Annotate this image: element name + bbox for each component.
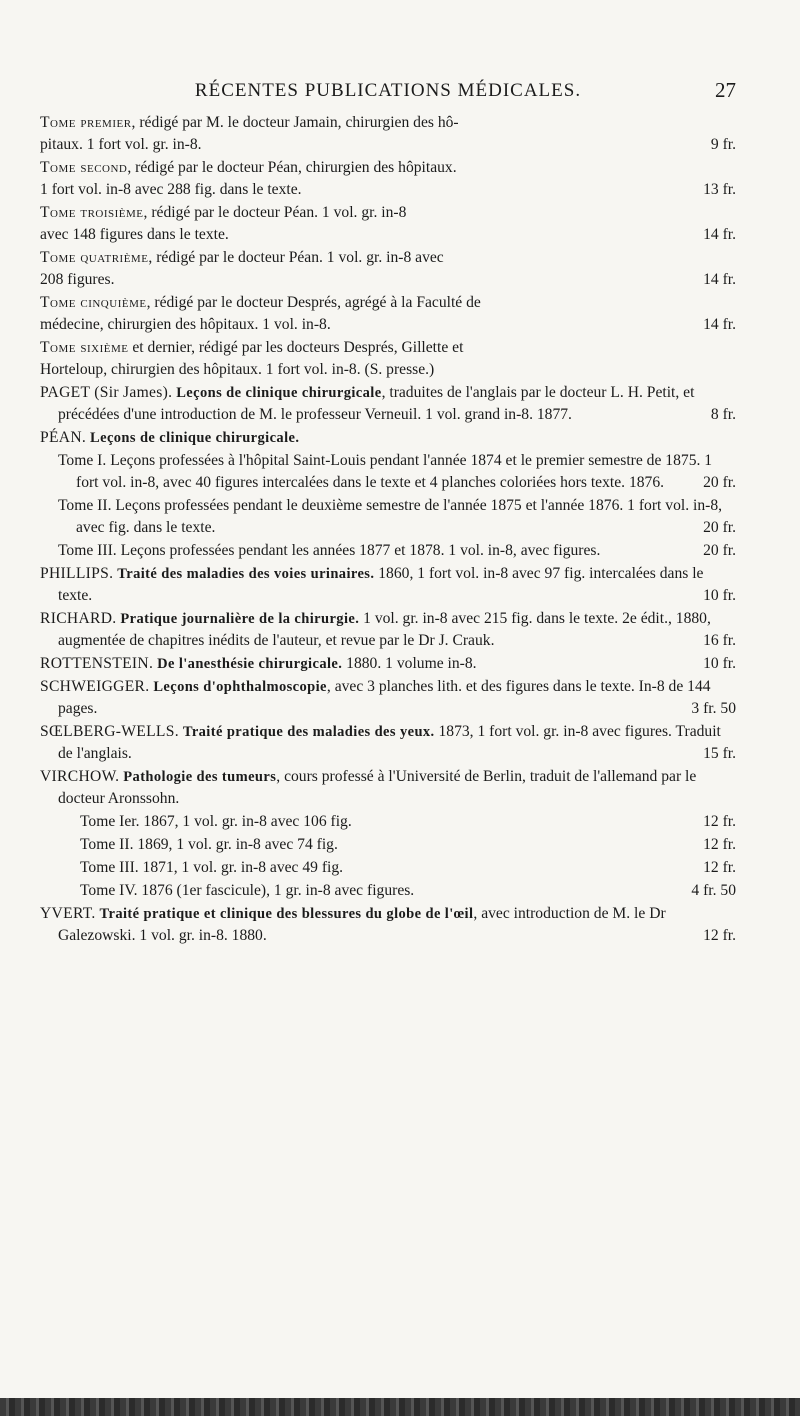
page-number: 27 <box>715 78 736 102</box>
entry-text: 1 fort vol. in-8 avec 288 fig. dans le texte. <box>40 181 302 198</box>
price: 20 fr. <box>703 542 736 559</box>
catalog-entry <box>40 202 736 246</box>
author-name: PHILLIPS. <box>40 565 114 582</box>
entry-text: 1 vol. gr. in-8 avec 215 fig. dans le texte. 2e édit., 1880, augmentée de chapitres inédits de l'auteur, et revue par le Dr J. Crauk. <box>58 610 711 649</box>
price: 12 fr. <box>703 813 736 830</box>
catalog-entry <box>40 157 736 201</box>
author-name: VIRCHOW. <box>40 768 120 785</box>
tome-label: Tome sixième <box>40 339 129 356</box>
catalog-entry <box>40 112 736 156</box>
tome-label: Tome I. <box>58 452 107 469</box>
author-name: YVERT. <box>40 905 96 922</box>
tome-label: Tome cinquième <box>40 294 147 311</box>
virchow-tome <box>40 811 736 833</box>
entry-text: Tome IV. 1876 (1er fascicule), 1 gr. in-8 avec figures. <box>80 882 415 899</box>
price: 20 fr. <box>703 519 736 536</box>
author-name: PÉAN. <box>40 429 87 446</box>
pean-tome <box>40 450 736 494</box>
book-title: Leçons de clinique chirurgicale <box>176 385 382 401</box>
tome-label: Tome second <box>40 159 128 176</box>
page-edge-border <box>0 1398 800 1416</box>
price: 4 fr. 50 <box>691 882 736 899</box>
book-title: Pathologie des tumeurs <box>123 769 277 785</box>
entry-text: 1860, 1 fort vol. in-8 avec 97 fig. intercalées dans le texte. <box>58 565 704 604</box>
entry-text: Leçons professées à l'hôpital Saint-Louis pendant l'année 1874 et le premier semestre de 1875. 1 fort vol. in-8, avec 40 figures intercalées dans le texte et 4 planches coloriées hors texte. 1876. <box>76 452 713 491</box>
tome-label: Tome II. <box>58 497 112 514</box>
book-title: Traité pratique des maladies des yeux. <box>182 724 435 740</box>
virchow-tome <box>40 857 736 879</box>
price: 8 fr. <box>710 406 736 423</box>
entry-text: 208 figures. <box>40 271 115 288</box>
catalog-entry-pean <box>40 427 736 449</box>
price: 20 fr. <box>703 474 736 491</box>
entry-text: Leçons professées pendant le deuxième semestre de l'année 1875 et l'année 1876. 1 fort vol. in-8, avec fig. dans le texte. <box>76 497 723 536</box>
author-name: SCHWEIGGER. <box>40 678 150 695</box>
price: 14 fr. <box>703 316 736 333</box>
tome-label: Tome quatrième <box>40 249 149 266</box>
price: 9 fr. <box>710 136 736 153</box>
catalog-entry-virchow <box>40 766 736 810</box>
catalog-entry <box>40 292 736 336</box>
entry-text: , rédigé par le docteur Péan. 1 vol. gr. in-8 avec <box>148 249 444 266</box>
tome-label: Tome troisième <box>40 204 144 221</box>
catalog-entry-rottenstein <box>40 653 736 675</box>
price: 12 fr. <box>703 836 736 853</box>
price: 16 fr. <box>703 632 736 649</box>
entry-text: , avec 3 planches lith. et des figures dans le texte. In-8 de 144 pages. <box>58 678 711 717</box>
entry-text: , rédigé par le docteur Péan. 1 vol. gr. in-8 <box>143 204 407 221</box>
entry-text: Tome III. 1871, 1 vol. gr. in-8 avec 49 fig. <box>80 859 344 876</box>
pean-tome <box>40 495 736 539</box>
entry-text: Leçons professées pendant les années 1877 et 1878. 1 vol. in-8, avec figures. <box>120 542 601 559</box>
entry-text: , rédigé par le docteur Després, agrégé à la Faculté de <box>146 294 481 311</box>
catalog-list <box>40 112 736 948</box>
price: 10 fr. <box>703 655 736 672</box>
price: 15 fr. <box>703 745 736 762</box>
entry-text: et dernier, rédigé par les docteurs Després, Gillette et <box>128 339 464 356</box>
price: 12 fr. <box>703 927 736 944</box>
entry-text: pitaux. 1 fort vol. gr. in-8. <box>40 136 202 153</box>
catalog-entry-paget <box>40 382 736 426</box>
book-title: Traité des maladies des voies urinaires. <box>117 566 375 582</box>
entry-text: 1873, 1 fort vol. gr. in-8 avec figures. Traduit de l'anglais. <box>58 723 721 762</box>
tome-label: Tome premier <box>40 114 132 131</box>
catalog-entry-yvert <box>40 903 736 947</box>
book-title: Pratique journalière de la chirurgie. <box>120 611 360 627</box>
catalog-entry-richard <box>40 608 736 652</box>
catalog-entry-phillips <box>40 563 736 607</box>
author-name: SŒLBERG-WELLS. <box>40 723 179 740</box>
catalog-entry <box>40 337 736 381</box>
price: 14 fr. <box>703 226 736 243</box>
entry-text: , avec introduction de M. le Dr Galezowski. 1 vol. gr. in-8. 1880. <box>58 905 666 944</box>
book-title: De l'anesthésie chirurgicale. <box>157 656 343 672</box>
tome-label: Tome III. <box>58 542 117 559</box>
price: 14 fr. <box>703 271 736 288</box>
entry-text: , traduites de l'anglais par le docteur L. H. Petit, et précédées d'une introduction de M. le professeur Verneuil. 1 vol. grand in-8. 1877. <box>58 384 695 423</box>
virchow-tome <box>40 880 736 902</box>
book-title: Traité pratique et clinique des blessures du globe de l'œil <box>99 906 474 922</box>
price: 12 fr. <box>703 859 736 876</box>
entry-text: , cours professé à l'Université de Berlin, traduit de l'allemand par le docteur Aronssohn. <box>58 768 697 807</box>
entry-text: médecine, chirurgien des hôpitaux. 1 vol. in-8. <box>40 316 331 333</box>
author-name: PAGET (Sir James). <box>40 384 173 401</box>
entry-text: , rédigé par M. le docteur Jamain, chirurgien des hô- <box>131 114 459 131</box>
entry-text: Horteloup, chirurgien des hôpitaux. 1 fort vol. in-8. (S. presse.) <box>40 361 435 378</box>
entry-text: , rédigé par le docteur Péan, chirurgien des hôpitaux. <box>127 159 457 176</box>
virchow-tome <box>40 834 736 856</box>
running-header <box>40 80 736 110</box>
price: 3 fr. 50 <box>691 700 736 717</box>
author-name: RICHARD. <box>40 610 117 627</box>
entry-text: Tome II. 1869, 1 vol. gr. in-8 avec 74 fig. <box>80 836 338 853</box>
entry-text: Tome Ier. 1867, 1 vol. gr. in-8 avec 106 fig. <box>80 813 352 830</box>
catalog-entry <box>40 247 736 291</box>
book-title: Leçons d'ophthalmoscopie <box>153 679 327 695</box>
price: 10 fr. <box>703 587 736 604</box>
catalog-entry-soelberg-wells <box>40 721 736 765</box>
entry-text: avec 148 figures dans le texte. <box>40 226 229 243</box>
pean-tome <box>40 540 736 562</box>
entry-text: 1880. 1 volume in-8. <box>342 655 477 672</box>
book-title: Leçons de clinique chirurgicale. <box>90 430 300 446</box>
catalog-entry-schweigger <box>40 676 736 720</box>
price: 13 fr. <box>703 181 736 198</box>
author-name: ROTTENSTEIN. <box>40 655 154 672</box>
running-title: RÉCENTES PUBLICATIONS MÉDICALES. <box>194 80 582 101</box>
